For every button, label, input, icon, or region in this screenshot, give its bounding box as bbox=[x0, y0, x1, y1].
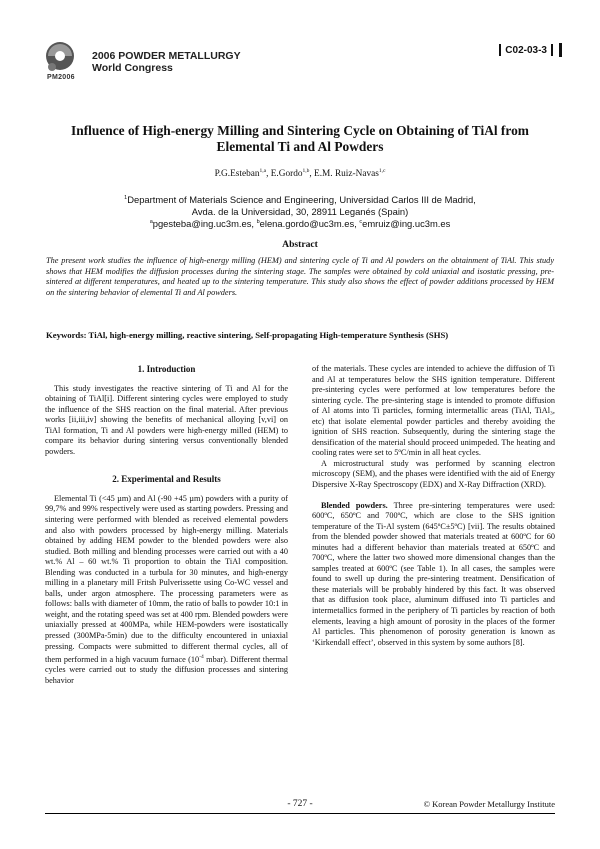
intro-paragraph: This study investigates the reactive sintering of Ti and Al for the obtaining of TiAl[i]. Different sintering cycles were employed to study the influence of the SHS reaction on the final material. After previous works [ii,iii,iv] showing the benefits of mechanical alloying [v,vi] on TiAl formation, Ti and Al powders were high-energy milled (HEM) to compare its behavior during sintering versus conventionally blended powders. bbox=[45, 383, 288, 456]
authors: P.G.Esteban$^{1,a}$, E.Gordo$^{1,b}$, E.M. Ruiz-Navas$^{1,c}$ bbox=[214, 168, 386, 180]
experimental-sup: -4 bbox=[199, 654, 204, 661]
blended-powders-text: Three pre-sintering temperatures were used: 600ºC, 650ºC and 700ºC, which are close to the SHS ignition temperature of the Ti-Al system (645ºC±5ºC) [vii]. The results obtained from the blended powder showed that materials treated at 600ºC for 60 minutes had a different behavior than materials treated at 650ºC and 700ºC, where the latter two showed more dimensional changes than the samples treated at 600ºC (see Table 1). In all cases, the samples were found to swell up during the pre-sintering treatment. Densification of these materials will be probably hindered by this fact. It was observed that as diffusion took place, aluminum diffused into Ti particles and intermetallics formed in the periphery of Ti particles by reaction of both elements, leaving a high amount of porosity in the places of the former Al particles. This phenomenon of porosity generation is known as ‘Kirkendall effect’, observed in this system by some authors [8]. bbox=[312, 500, 555, 647]
paper-code-text: C02-03-3 bbox=[505, 44, 547, 56]
abstract-text: The present work studies the influence of high-energy milling (HEM) and sintering cycle of Ti and Al powders on the obtainment of TiAl. This study shows that HEM modifies the diffusion processes during the sintering stage. The samples were obtained by cold uniaxial and isostatic pressing, pre-sintered at different temperatures, and heated up to the sintering temperature. This study also shows the effect of powder additions processed by HEM on the sintering behavior of elemental Ti and Al powders. bbox=[46, 256, 554, 297]
continued-paragraph: of the materials. These cycles are intended to achieve the diffusion of Ti and Al at temperatures below the SHS ignition temperature. Different pre-sintering cycles were performed at low temperatures before the sintering cycle. The pre-sintering stage is intended to promote diffusion of Al atoms into Ti particles, forming intermetallic areas (TiAl, TiAl₃, etc) that isolate elemental powder particles and thereby avoiding the ignition of SHS reaction. Subsequently, during the sintering stage the densification of the material should proceed unimpeded. The heating and cooling rates were set to 5ºC/min in all heat cycles. bbox=[312, 364, 555, 458]
paper-code bbox=[499, 43, 562, 57]
author-name: E.M. Ruiz-Navas bbox=[314, 169, 379, 180]
conference-name bbox=[92, 50, 241, 74]
microstructure-paragraph: A microstructural study was performed by scanning electron microscopy (SEM), and the phases were identified with the aid of Energy Dispersive X-Ray Spectroscopy (EDX) and X-Ray Diffraction (XRD). bbox=[312, 458, 555, 490]
page-number: - 727 - bbox=[287, 799, 313, 809]
experimental-text-a: Elemental Ti (<45 µm) and Al (-90 +45 µm) powders with a purity of 99,7% and 99% respectively were used as starting powders. Pressing and sintering were performed with blended as received elemental powders and also with powders processed by high-energy milling. Materials obtained by adding HEM powder to the blended powders were also studied. Both milling and blending processes were carried out with a 40 wt.% Al – 60 wt.% Ti proportion to obtain the TiAl composition. Blending was conducted in a turbula for 30 minutes, and high-energy milling in a planetary mill Fritsh Pulverissette using Co-WC vessel and balls, under argon atmosphere. The processing parameters were as follows: balls with diameter of 10mm, the ratio of balls to powder 10:1 in weight, and the rotating speed was set at 400 rpm. Blended powders were uniaxially pressed at 400MPa, while HEM-powders were isostatically pressed (300MPa-5min) due to the difficulty encountered in uniaxial pressing. Compacts were submitted to different thermal cycles, all of them performed in a high vacuum furnace (10 bbox=[45, 493, 288, 664]
section-heading-experimental: 2. Experimental and Results bbox=[112, 474, 221, 485]
experimental-paragraph bbox=[45, 494, 288, 687]
code-bar-right-thick bbox=[559, 43, 562, 57]
author-sup: 1,a bbox=[259, 168, 267, 174]
footer-divider bbox=[45, 813, 555, 814]
paper-title bbox=[40, 123, 560, 155]
left-column bbox=[45, 364, 288, 687]
email-sup: c bbox=[359, 219, 363, 226]
blended-powders-label: Blended powders. bbox=[321, 500, 388, 510]
conference-line-1: 2006 POWDER METALLURGY bbox=[92, 50, 241, 62]
author-name: E.Gordo bbox=[270, 169, 303, 180]
keywords: Keywords: TiAl, high-energy milling, reactive sintering, Self-propagating High-temperature Synthesis (SHS) bbox=[46, 330, 449, 340]
author-sup: 1,b bbox=[302, 168, 310, 174]
abstract-heading: Abstract bbox=[282, 239, 318, 250]
title-line-1: Influence of High-energy Milling and Sintering Cycle on Obtaining of TiAl from bbox=[71, 123, 529, 138]
code-bar-left bbox=[499, 44, 501, 56]
email-sup: b bbox=[256, 219, 260, 226]
author-name: P.G.Esteban bbox=[214, 169, 260, 180]
email-link[interactable]: elena.gordo@uc3m.es, bbox=[259, 218, 357, 230]
copyright: © Korean Powder Metallurgy Institute bbox=[423, 799, 555, 809]
logo-label: PM2006 bbox=[47, 74, 75, 81]
affiliation-line-2: Avda. de la Universidad, 30, 28911 Leganés (Spain) bbox=[191, 205, 409, 217]
conference-line-2: World Congress bbox=[92, 62, 173, 74]
experimental-text-b: mbar). Different thermal cycles were carried out to study the diffusion processes and sintering behavior bbox=[45, 654, 288, 685]
affiliation-line-1: Department of Materials Science and Engineering, Universidad Carlos III de Madrid, bbox=[127, 194, 476, 206]
title-line-2: Elemental Ti and Al Powders bbox=[216, 139, 384, 154]
email-link[interactable]: pgesteba@ing.uc3m.es, bbox=[152, 218, 254, 230]
blended-powders-paragraph bbox=[312, 501, 555, 649]
code-bar-right bbox=[551, 44, 553, 56]
affiliation-emails bbox=[40, 217, 560, 230]
email-sup: a bbox=[149, 219, 153, 226]
affiliation-sup: 1 bbox=[124, 195, 128, 201]
affiliation bbox=[40, 193, 560, 230]
section-heading-introduction: 1. Introduction bbox=[137, 364, 196, 374]
author-sup: 1,c bbox=[378, 168, 386, 174]
right-column bbox=[312, 364, 555, 648]
email-link[interactable]: emruiz@ing.uc3m.es bbox=[362, 218, 451, 230]
